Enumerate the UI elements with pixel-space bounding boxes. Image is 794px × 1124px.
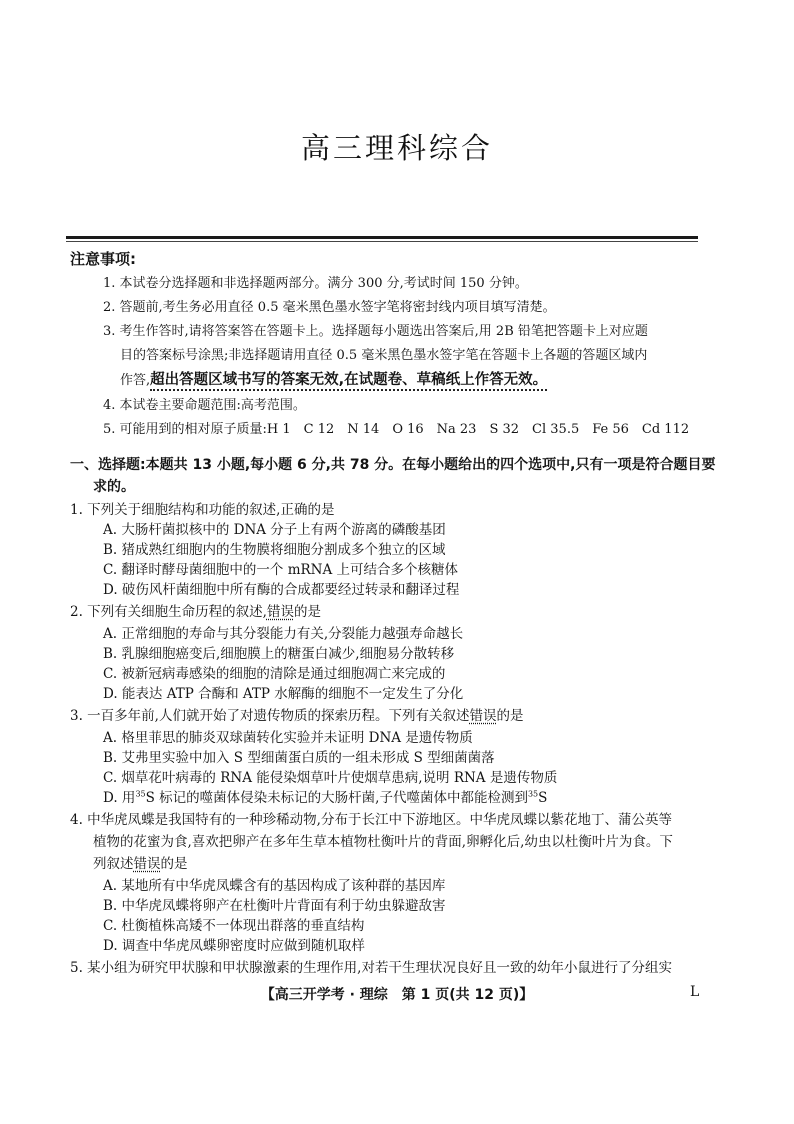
question-stem-cont: 植物的花蜜为食,喜欢把卵产在多年生草本植物杜衡叶片的背面,卵孵化后,幼虫以杜衡叶片为食。下 [93,834,673,850]
option-text: D. 用 [103,790,136,806]
option: A. 大肠杆菌拟核中的 DNA 分子上有两个游离的磷酸基团 [103,522,446,538]
section-heading-cont: 求的。 [93,479,135,495]
option-text: S 标记的噬菌体侵染未标记的大肠杆菌,子代噬菌体中都能检测到 [145,790,528,806]
option [103,786,547,806]
stem-text: 的是 [293,604,321,620]
stem-emphasis: 错误 [133,856,161,872]
stem-text: 2. 下列有关细胞生命历程的叙述, [70,604,267,620]
corner-mark: L [690,984,700,1000]
option: A. 某地所有中华虎凤蝶含有的基因构成了该种群的基因库 [103,878,446,894]
option: C. 烟草花叶病毒的 RNA 能侵染烟草叶片使烟草患病,说明 RNA 是遗传物质 [103,770,558,786]
question-stem [70,704,523,724]
option-text: S [538,790,548,806]
isotope-mark: 35 [527,789,539,799]
notice-item: 2. 答题前,考生务必用直径 0.5 毫米黑色墨水签字笔将密封线内项目填写清楚。 [103,300,556,315]
stem-text: 的是 [496,708,524,724]
option: B. 艾弗里实验中加入 S 型细菌蛋白质的一组未形成 S 型细菌菌落 [103,750,495,766]
question-stem: 4. 中华虎凤蝶是我国特有的一种珍稀动物,分布于长江中下游地区。中华虎凤蝶以紫花地丁、蒲公英等 [70,812,672,828]
notice-heading: 注意事项: [70,250,136,268]
stem-text: 3. 一百多年前,人们就开始了对遗传物质的探索历程。下列有关叙述 [70,708,470,724]
header-rule [66,236,698,239]
option: D. 调查中华虎凤蝶卵密度时应做到随机取样 [103,938,365,954]
section-heading: 一、选择题:本题共 13 小题,每小题 6 分,共 78 分。在每小题给出的四个选项中,只有一项是符合题目要 [70,457,716,473]
header-rule-thin [66,241,698,242]
notice-emphasis: 超出答题区域书写的答案无效,在试题卷、草稿纸上作答无效。 [150,372,547,391]
notice-item: 4. 本试卷主要命题范围:高考范围。 [103,398,306,413]
page-title: 高三理科综合 [300,131,493,165]
stem-emphasis: 错误 [266,604,294,620]
stem-emphasis: 错误 [469,708,497,724]
option: B. 中华虎凤蝶将卵产在杜衡叶片背面有利于幼虫躲避敌害 [103,898,446,914]
option: C. 翻译时酵母菌细胞中的一个 mRNA 上可结合多个核糖体 [103,562,459,578]
notice-item-row [120,368,547,389]
stem-text: 的是 [160,856,188,872]
question-stem-cont [93,852,188,872]
isotope-mark: 35 [135,789,146,799]
question-stem: 5. 某小组为研究甲状腺和甲状腺激素的生理作用,对若干生理状况良好且一致的幼年小鼠进行了分组实 [70,960,672,976]
page-footer: 【高三开学考 · 理综 第 1 页(共 12 页)】 [260,987,534,1003]
stem-text: 列叙述 [93,856,134,872]
option: C. 被新冠病毒感染的细胞的清除是通过细胞凋亡来完成的 [103,666,446,682]
question-stem: 1. 下列关于细胞结构和功能的叙述,正确的是 [70,502,335,518]
notice-item: 1. 本试卷分选择题和非选择题两部分。满分 300 分,考试时间 150 分钟。 [103,276,528,291]
option: A. 格里菲思的肺炎双球菌转化实验并未证明 DNA 是遗传物质 [103,730,473,746]
notice-item: 目的答案标号涂黑;非选择题请用直径 0.5 毫米黑色墨水签字笔在答题卡上各题的答题区域内 [120,348,648,363]
question-stem [70,600,321,620]
option: B. 乳腺细胞癌变后,细胞膜上的糖蛋白减少,细胞易分散转移 [103,646,455,662]
notice-item: 5. 可能用到的相对原子质量:H 1 C 12 N 14 O 16 Na 23 S 32 Cl 35.5 Fe 56 Cd 112 [103,422,690,437]
option: C. 杜衡植株高矮不一体现出群落的垂直结构 [103,918,365,934]
option: B. 猪成熟红细胞内的生物膜将细胞分割成多个独立的区域 [103,542,446,558]
option: D. 能表达 ATP 合酶和 ATP 水解酶的细胞不一定发生了分化 [103,686,464,702]
option: D. 破伤风杆菌细胞中所有酶的合成都要经过转录和翻译过程 [103,582,460,598]
notice-item: 作答, [120,373,151,388]
option: A. 正常细胞的寿命与其分裂能力有关,分裂能力越强寿命越长 [103,626,464,642]
notice-item: 3. 考生作答时,请将答案答在答题卡上。选择题每小题选出答案后,用 2B 铅笔把答题卡上对应题 [103,324,648,339]
